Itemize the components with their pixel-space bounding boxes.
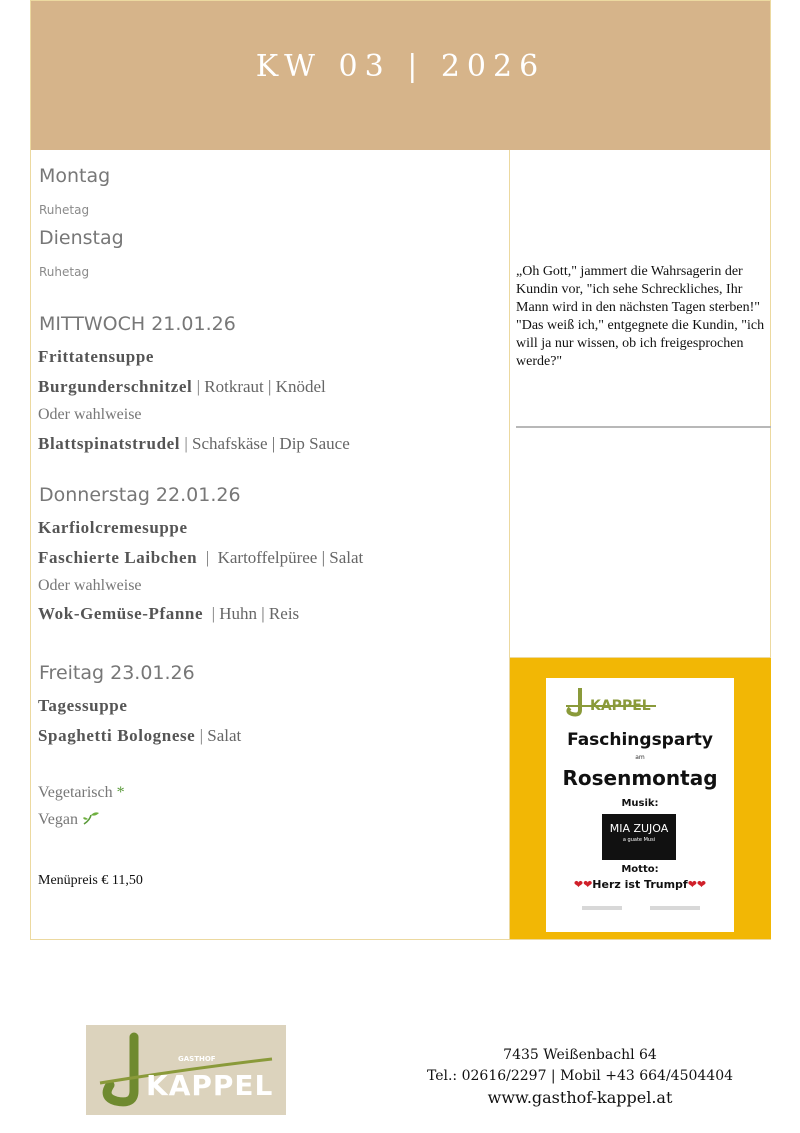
donnerstag-dish-2: Wok-Gemüse-Pfanne | Huhn | Reis bbox=[38, 604, 300, 623]
event-panel bbox=[510, 658, 771, 939]
contact-info bbox=[420, 1045, 740, 1108]
footer-logo-text: KAPPEL bbox=[146, 1069, 274, 1102]
heart-icon: ❤❤ bbox=[687, 878, 707, 891]
freitag-dish-1: Spaghetti Bolognese | Salat bbox=[38, 726, 242, 745]
legend-vegetarian: Vegetarisch * bbox=[38, 784, 125, 801]
main-content bbox=[30, 150, 771, 940]
poster-subtitle: Rosenmontag bbox=[562, 766, 718, 790]
donnerstag-dish-1: Faschierte Laibchen | Kartoffelpüree | Salat bbox=[38, 548, 364, 567]
poster-motto-text: ❤❤Herz ist Trumpf❤❤ bbox=[573, 878, 707, 891]
joke-text: „Oh Gott," jammert die Wahrsagerin der Kundin vor, "ich sehe Schreckliches, Ihr Mann wird in den nächsten Tagen sterben!" "Das weiß ich," entgegnete die Kundin, "ich will ja nur wissen, ob ich freigesprochen werde?" bbox=[516, 264, 765, 369]
poster-motto-label: Motto: bbox=[621, 864, 659, 875]
joke-panel bbox=[510, 150, 771, 658]
poster-logo-text: KAPPEL bbox=[590, 698, 651, 714]
website-link[interactable]: www.gasthof-kappel.at bbox=[487, 1088, 673, 1107]
mittwoch-dish-1: Burgunderschnitzel | Rotkraut | Knödel bbox=[38, 377, 326, 396]
week-title: KW 03 | 2026 bbox=[255, 49, 546, 84]
dienstag-note: Ruhetag bbox=[39, 265, 90, 279]
poster-music-label: Musik: bbox=[621, 798, 659, 809]
freitag-soup: Tagessuppe bbox=[38, 696, 128, 715]
day-heading-freitag: Freitag 23.01.26 bbox=[39, 662, 195, 684]
donnerstag-alternative: Oder wahlweise bbox=[38, 577, 142, 594]
weekly-menu bbox=[31, 150, 510, 939]
gasthof-logo bbox=[86, 1025, 286, 1115]
day-heading-mittwoch: MITTWOCH 21.01.26 bbox=[39, 313, 236, 335]
montag-note: Ruhetag bbox=[39, 203, 90, 217]
donnerstag-soup: Karfiolcremesuppe bbox=[38, 518, 188, 537]
mittwoch-dish-2: Blattspinatstrudel | Schafskäse | Dip Sauce bbox=[38, 434, 350, 453]
legend-vegan: Vegan bbox=[38, 811, 100, 829]
faschingsparty-poster bbox=[546, 678, 734, 932]
poster-title: Faschingsparty bbox=[567, 730, 713, 750]
band-logo: MIA ZUJOA a guate Musi bbox=[602, 814, 676, 860]
poster-fine-print bbox=[582, 906, 622, 910]
day-heading-dienstag: Dienstag bbox=[39, 227, 124, 249]
divider bbox=[516, 426, 771, 428]
poster-am: am bbox=[635, 754, 645, 761]
mittwoch-alternative: Oder wahlweise bbox=[38, 406, 142, 423]
heart-icon: ❤❤ bbox=[573, 878, 593, 891]
menu-price: Menüpreis € 11,50 bbox=[38, 873, 143, 888]
day-heading-montag: Montag bbox=[39, 165, 111, 187]
week-header bbox=[30, 0, 771, 150]
footer-logo-small-text: GASTHOF bbox=[178, 1055, 216, 1063]
phone: Tel.: 02616/2297 | Mobil +43 664/4504404 bbox=[426, 1068, 734, 1084]
poster-fine-print bbox=[650, 906, 700, 910]
day-heading-donnerstag: Donnerstag 22.01.26 bbox=[39, 484, 241, 506]
vegetarian-star-icon: * bbox=[116, 784, 125, 801]
address: 7435 Weißenbachl 64 bbox=[503, 1047, 657, 1063]
mittwoch-soup: Frittatensuppe bbox=[38, 347, 155, 366]
sprout-icon bbox=[82, 811, 100, 825]
